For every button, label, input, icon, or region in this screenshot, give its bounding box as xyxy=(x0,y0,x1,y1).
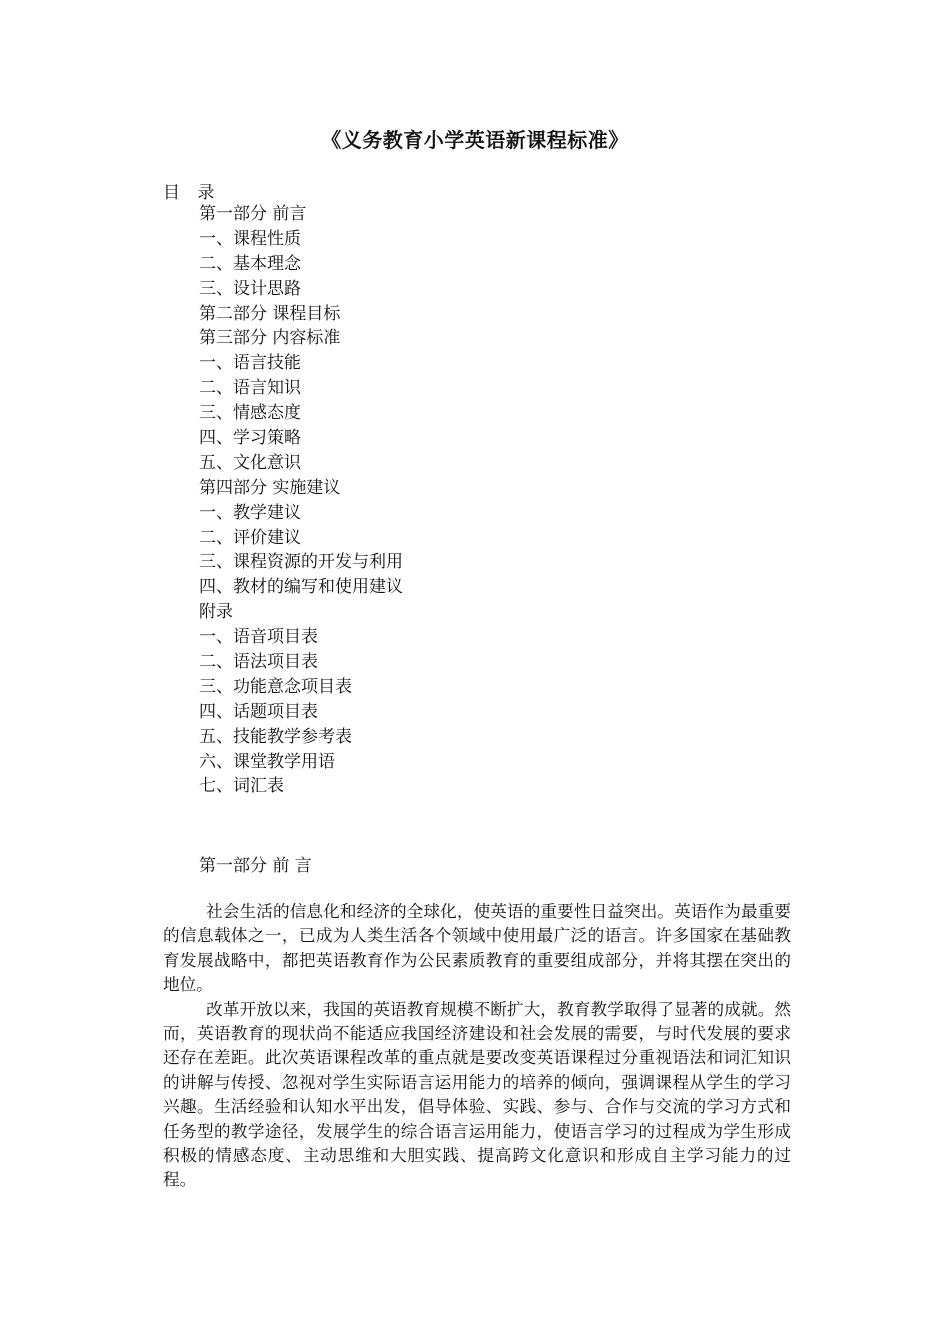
section-heading: 第一部分 前 言 xyxy=(199,856,312,876)
toc-heading: 目 录 xyxy=(163,183,221,203)
toc-item: 四、教材的编写和使用建议 xyxy=(199,577,403,598)
table-of-contents xyxy=(199,202,403,799)
toc-item: 三、设计思路 xyxy=(199,278,301,299)
toc-item: 六、课堂教学用语 xyxy=(199,751,335,772)
toc-item: 附录 xyxy=(199,602,233,623)
toc-item: 第四部分 实施建议 xyxy=(199,477,341,498)
toc-item: 三、功能意念项目表 xyxy=(199,676,352,697)
toc-item: 三、情感态度 xyxy=(199,403,301,424)
toc-item: 五、技能教学参考表 xyxy=(199,726,352,747)
toc-item: 二、基本理念 xyxy=(199,253,301,274)
section-body xyxy=(163,900,791,1193)
toc-item: 三、课程资源的开发与利用 xyxy=(199,552,403,573)
toc-item: 七、词汇表 xyxy=(199,776,284,797)
toc-item: 第三部分 内容标准 xyxy=(199,328,341,349)
toc-item: 一、教学建议 xyxy=(199,502,301,523)
toc-item: 四、学习策略 xyxy=(199,428,301,449)
toc-item: 一、课程性质 xyxy=(199,228,301,249)
body-paragraph: 改革开放以来，我国的英语教育规模不断扩大，教育教学取得了显著的成就。然而，英语教育的现状尚不能适应我国经济建设和社会发展的需要，与时代发展的要求还存在差距。此次英语课程改革的重点就是要改变英语课程过分重视语法和词汇知识的讲解与传授、忽视对学生实际语言运用能力的培养的倾向，强调课程从学生的学习兴趣。生活经验和认知水平出发，倡导体验、实践、参与、合作与交流的学习方式和任务型的教学途径，发展学生的综合语言运用能力，使语言学习的过程成为学生形成积极的情感态度、主动思维和大胆实践、提高跨文化意识和形成自主学习能力的过程。 xyxy=(163,999,791,1190)
toc-item: 四、话题项目表 xyxy=(199,701,318,722)
document-title: 《义务教育小学英语新课程标准》 xyxy=(321,128,629,152)
toc-item: 一、语言技能 xyxy=(199,353,301,374)
body-paragraph: 社会生活的信息化和经济的全球化，使英语的重要性日益突出。英语作为最重要的信息载体之一，已成为人类生活各个领域中使用最广泛的语言。许多国家在基础教育发展战略中，都把英语教育作为公民素质教育的重要组成部分，并将其摆在突出的地位。 xyxy=(163,902,791,995)
toc-item: 一、语音项目表 xyxy=(199,627,318,648)
toc-item: 二、语法项目表 xyxy=(199,652,318,673)
toc-item: 第二部分 课程目标 xyxy=(199,303,341,324)
toc-item: 二、语言知识 xyxy=(199,378,301,399)
toc-item: 五、文化意识 xyxy=(199,452,301,473)
toc-item: 第一部分 前言 xyxy=(199,204,307,224)
toc-item: 二、评价建议 xyxy=(199,527,301,548)
